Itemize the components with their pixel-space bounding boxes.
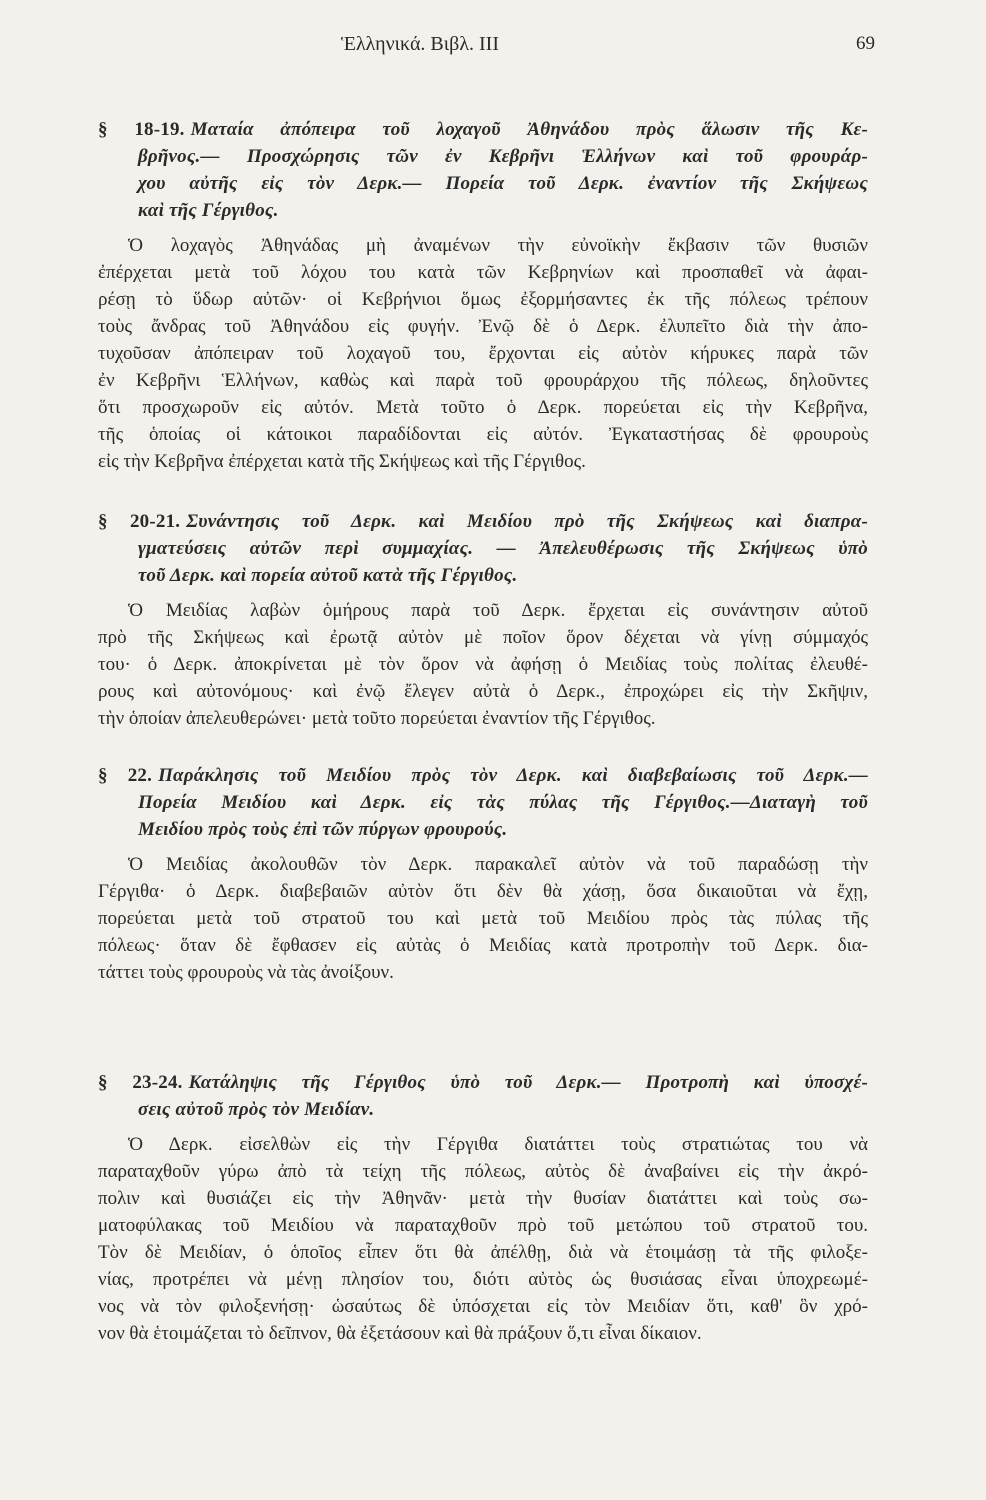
paragraph-line: ματοφύλακας τοῦ Μειδίου νὰ παραταχθοῦν πρὸ τοῦ μετώπου τοῦ στρατοῦ του.: [98, 1215, 868, 1236]
paragraph-line: ὅτι προσχωροῦν εἰς αὐτόν. Μετὰ τοῦτο ὁ Δερκ. πορεύεται εἰς τὴν Κεβρῆνα,: [98, 397, 868, 418]
heading-line: [98, 197, 868, 224]
heading-line: [98, 535, 868, 562]
paragraph-line: πρὸ τῆς Σκήψεως καὶ ἐρωτᾷ αὐτὸν μὲ ποῖον ὅρον δέχεται νὰ γίνῃ σύμμαχός: [98, 627, 868, 648]
paragraph-line: ρέσῃ τὸ ὕδωρ αὐτῶν· οἱ Κεβρήνιοι ὅμως ἐξορμήσαντες ἐκ τῆς πόλεως τρέπουν: [98, 289, 868, 310]
section-number: 22.: [127, 765, 153, 786]
heading-text: καὶ τῆς Γέργιθος.: [138, 200, 279, 221]
heading-line: [98, 762, 868, 789]
heading-line: [98, 562, 868, 589]
heading-line: [98, 116, 868, 143]
section: [98, 116, 868, 475]
heading-text: Κατάληψις τῆς Γέργιθος ὑπὸ τοῦ Δερκ.— Προτροπὴ καὶ ὑποσχέ-: [188, 1072, 868, 1093]
section-paragraph: [98, 1131, 868, 1347]
paragraph-line: Ὁ Δερκ. εἰσελθὼν εἰς τὴν Γέργιθα διατάττει τοὺς στρατιώτας του νὰ: [128, 1134, 868, 1155]
paragraph-line: νος νὰ τὸν φιλοξενήσῃ· ὡσαύτως δὲ ὑπόσχεται εἰς τὸν Μειδίαν ὅτι, καθ' ὃν χρό-: [98, 1296, 868, 1317]
heading-line: [98, 816, 868, 843]
paragraph-line: πολιν καὶ θυσιάζει εἰς τὴν Ἀθηνᾶν· μετὰ τὴν θυσίαν διατάττει καὶ τοὺς σω-: [98, 1188, 868, 1209]
heading-text: βρῆνος.— Προσχώρησις τῶν ἐν Κεβρῆνι Ἑλλήνων καὶ τοῦ φρουράρ-: [138, 146, 868, 167]
section-symbol: §: [98, 765, 108, 786]
running-title: Ἑλληνικά. Βιβλ. III: [340, 33, 500, 55]
paragraph-line: Γέργιθα· ὁ Δερκ. διαβεβαιῶν αὐτὸν ὅτι δὲν θὰ χάσῃ, ὅσα δικαιοῦται νὰ ἔχῃ,: [98, 881, 868, 902]
paragraph-line: τυχοῦσαν ἀπόπειραν τοῦ λοχαγοῦ του, ἔρχονται εἰς αὐτὸν κήρυκες παρὰ τῶν: [98, 343, 868, 364]
heading-line: [98, 143, 868, 170]
paragraph-line: Ὁ Μειδίας λαβὼν ὁμήρους παρὰ τοῦ Δερκ. ἔρχεται εἰς συνάντησιν αὐτοῦ: [128, 600, 868, 621]
section-heading: [98, 116, 868, 224]
heading-line: [98, 1096, 868, 1123]
section-heading: [98, 1069, 868, 1123]
heading-line: [98, 1069, 868, 1096]
paragraph-line: Ὁ Μειδίας ἀκολουθῶν τὸν Δερκ. παρακαλεῖ αὐτὸν νὰ τοῦ παραδώσῃ τὴν: [128, 854, 868, 875]
paragraph-line: τάττει τοὺς φρουροὺς νὰ τὰς ἀνοίξουν.: [98, 962, 394, 983]
paragraph-line: πορεύεται μετὰ τοῦ στρατοῦ του καὶ μετὰ τοῦ Μειδίου πρὸς τὰς πύλας τῆς: [98, 908, 868, 929]
heading-line: [98, 170, 868, 197]
paragraph-line: τοὺς ἄνδρας τοῦ Ἀθηνάδου εἰς φυγήν. Ἐνῷ δὲ ὁ Δερκ. ἐλυπεῖτο διὰ τὴν ἀπο-: [98, 316, 868, 337]
paragraph-line: ἐπέρχεται μετὰ τοῦ λόχου του κατὰ τῶν Κεβρηνίων καὶ προσπαθεῖ νὰ ἀφαι-: [98, 262, 868, 283]
page-number: 69: [856, 33, 875, 54]
section-paragraph: [98, 597, 868, 732]
section-symbol: §: [98, 1072, 108, 1093]
section-paragraph: [98, 851, 868, 986]
heading-text: Μειδίου πρὸς τοὺς ἐπὶ τῶν πύργων φρουρούς.: [138, 819, 508, 840]
heading-text: Παράκλησις τοῦ Μειδίου πρὸς τὸν Δερκ. καὶ διαβεβαίωσις τοῦ Δερκ.—: [158, 765, 868, 786]
heading-line: [98, 508, 868, 535]
section-paragraph: [98, 232, 868, 475]
page-header: [0, 30, 986, 58]
section-symbol: §: [98, 119, 108, 140]
paragraph-line: πόλεως· ὅταν δὲ ἔφθασεν εἰς αὐτὰς ὁ Μειδίας κατὰ προτροπὴν τοῦ Δερκ. δια-: [98, 935, 868, 956]
section-number: 18-19.: [134, 119, 185, 140]
heading-text: σεις αὐτοῦ πρὸς τὸν Μειδίαν.: [138, 1099, 375, 1120]
heading-text: χου αὐτῆς εἰς τὸν Δερκ.— Πορεία τοῦ Δερκ. ἐναντίον τῆς Σκήψεως: [138, 173, 868, 194]
heading-text: γματεύσεις αὐτῶν περὶ συμμαχίας. — Ἀπελευθέρωσις τῆς Σκήψεως ὑπὸ: [138, 538, 868, 559]
heading-text: Πορεία Μειδίου καὶ Δερκ. εἰς τὰς πύλας τῆς Γέργιθος.—Διαταγὴ τοῦ: [138, 792, 868, 813]
heading-text: Συνάντησις τοῦ Δερκ. καὶ Μειδίου πρὸ τῆς Σκήψεως καὶ διαπρα-: [186, 511, 868, 532]
heading-text: τοῦ Δερκ. καὶ πορεία αὐτοῦ κατὰ τῆς Γέργιθος.: [138, 565, 518, 586]
heading-text: Ματαία ἀπόπειρα τοῦ λοχαγοῦ Ἀθηνάδου πρὸς ἅλωσιν τῆς Κε-: [190, 119, 868, 140]
section: [98, 762, 868, 986]
paragraph-line: Ὁ λοχαγὸς Ἀθηνάδας μὴ ἀναμένων τὴν εὐνοϊκὴν ἔκβασιν τῶν θυσιῶν: [128, 235, 868, 256]
section-number: 23-24.: [132, 1072, 183, 1093]
paragraph-line: παραταχθοῦν γύρω ἀπὸ τὰ τείχη τῆς πόλεως, αὐτὸς δὲ ἀναβαίνει εἰς τὴν ἀκρό-: [98, 1161, 868, 1182]
paragraph-line: ρους καὶ αὐτονόμους· καὶ ἐνῷ ἔλεγεν αὐτὰ ὁ Δερκ., ἐπροχώρει εἰς τὴν Σκῆψιν,: [98, 681, 868, 702]
paragraph-line: ἐν Κεβρῆνι Ἑλλήνων, καθὼς καὶ παρὰ τοῦ φρουράρχου τῆς πόλεως, δηλοῦντες: [98, 370, 868, 391]
paragraph-line: τὴν ὁποίαν ἀπελευθερώνει· μετὰ τοῦτο πορεύεται ἐναντίον τῆς Γέργιθος.: [98, 708, 656, 729]
section: [98, 508, 868, 732]
paragraph-line: του· ὁ Δερκ. ἀποκρίνεται μὲ τὸν ὅρον νὰ ἀφήσῃ ὁ Μειδίας τοὺς πολίτας ἐλευθέ-: [98, 654, 868, 675]
section-symbol: §: [98, 511, 108, 532]
paragraph-line: νον θὰ ἑτοιμάζεται τὸ δεῖπνον, θὰ ἐξετάσουν καὶ θὰ πράξουν ὅ,τι εἶναι δίκαιον.: [98, 1323, 702, 1344]
heading-line: [98, 789, 868, 816]
section: [98, 1069, 868, 1347]
section-number: 20-21.: [129, 511, 181, 532]
section-heading: [98, 508, 868, 589]
paragraph-line: εἰς τὴν Κεβρῆνα ἐπέρχεται κατὰ τῆς Σκήψεως καὶ τῆς Γέργιθος.: [98, 451, 586, 472]
paragraph-line: Τὸν δὲ Μειδίαν, ὁ ὁποῖος εἶπεν ὅτι θὰ ἀπέλθῃ, διὰ νὰ ἑτοιμάσῃ τὰ τῆς φιλοξε-: [98, 1242, 868, 1263]
paragraph-line: νίας, προτρέπει νὰ μένῃ πλησίον του, διότι αὐτὸς ὡς θυσιάσας εἶναι ὑποχρεωμέ-: [98, 1269, 868, 1290]
paragraph-line: τῆς ὁποίας οἱ κάτοικοι παραδίδονται εἰς αὐτόν. Ἐγκαταστήσας δὲ φρουροὺς: [98, 424, 868, 445]
section-heading: [98, 762, 868, 843]
